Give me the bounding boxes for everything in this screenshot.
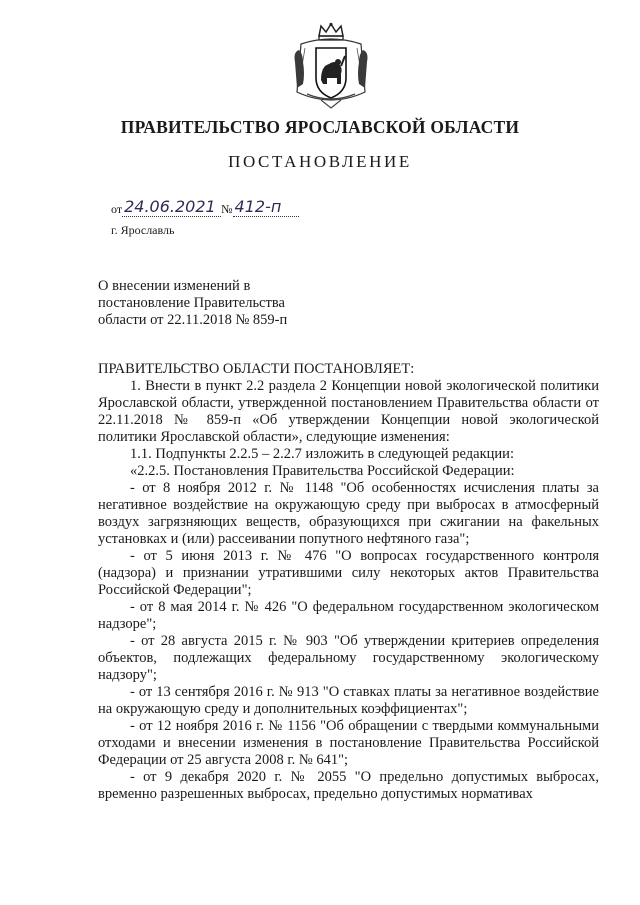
- document-type-heading: ПОСТАНОВЛЕНИЕ: [228, 152, 412, 171]
- resolution-intro: ПРАВИТЕЛЬСТВО ОБЛАСТИ ПОСТАНОВЛЯЕТ:: [98, 361, 415, 377]
- subject-line: О внесении изменений в: [98, 278, 251, 294]
- body-paragraph: - от 8 мая 2014 г. № 426 "О федеральном государственном экологическом надзоре";: [98, 599, 599, 632]
- yaroslavl-coat-of-arms-icon: [291, 22, 371, 110]
- body-paragraph: 1. Внести в пункт 2.2 раздела 2 Концепции новой экологической политики Ярославской области, утвержденной постановлением Правительства области от 22.11.2018 № 859-п «Об утверждении Концепции новой экологической политики Ярославской области», следующие изменения:: [98, 378, 599, 445]
- body-paragraph: - от 9 декабря 2020 г. № 2055 "О предельно допустимых выбросах, временно разрешенных выбросах, предельно допустимых нормативах: [98, 769, 599, 802]
- number-prefix: №: [221, 202, 233, 216]
- body-paragraph: - от 12 ноября 2016 г. № 1156 "Об обращении с твердыми коммунальными отходами и внесении изменения в постановление Правительства Российской Федерации от 25 августа 2008 г. № 641";: [98, 718, 599, 768]
- document-subject: [98, 278, 287, 329]
- government-title: ПРАВИТЕЛЬСТВО ЯРОСЛАВСКОЙ ОБЛАСТИ: [120, 117, 520, 137]
- body-paragraph: 1.1. Подпункты 2.2.5 – 2.2.7 изложить в следующей редакции:: [130, 446, 514, 462]
- document-body: [98, 361, 599, 803]
- body-paragraph: - от 13 сентября 2016 г. № 913 "О ставках платы за негативное воздействие на окружающую среду и дополнительных коэффициентах";: [98, 684, 599, 717]
- body-paragraph: - от 5 июня 2013 г. № 476 "О вопросах государственного контроля (надзора) и признании утратившими силу некоторых актов Правительства Российской Федерации";: [98, 548, 599, 598]
- body-paragraph: - от 8 ноября 2012 г. № 1148 "Об особенностях исчисления платы за негативное воздействие на окружающую среду при выбросах в атмосферный воздух загрязняющих веществ, образующихся при сжигании на факельных установках и (или) рассеивании попутного нефтяного газа";: [98, 480, 599, 547]
- city-label: г. Ярославль: [111, 223, 175, 237]
- body-paragraph: «2.2.5. Постановления Правительства Российской Федерации:: [130, 463, 515, 479]
- subject-line: постановление Правительства: [98, 295, 285, 311]
- date-value: 24.06.2021: [122, 198, 221, 217]
- subject-line: области от 22.11.2018 № 859-п: [98, 312, 288, 328]
- date-number-line: [111, 198, 299, 217]
- body-paragraph: - от 28 августа 2015 г. № 903 "Об утверждении критериев определения объектов, подлежащих федеральному государственному экологическому надзору";: [98, 633, 599, 683]
- number-value: 412-п: [233, 198, 299, 217]
- date-prefix: от: [111, 202, 123, 216]
